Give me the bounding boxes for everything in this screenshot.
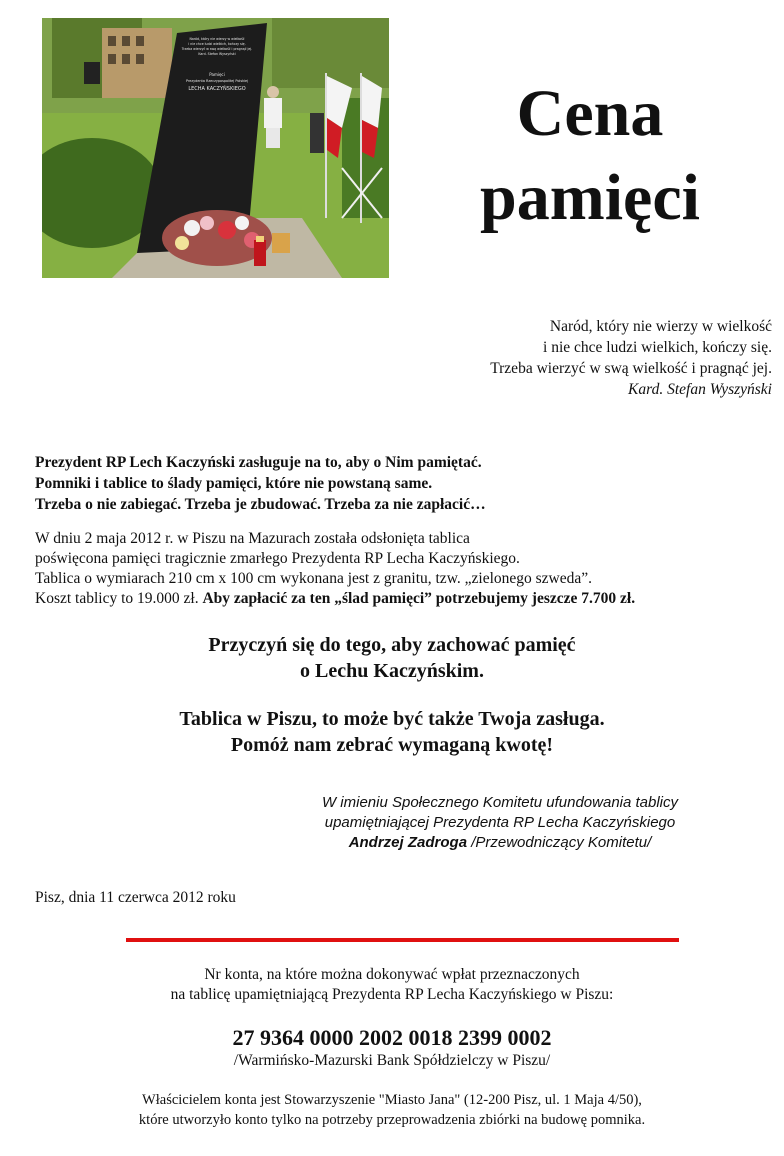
signatory-name: Andrzej Zadroga (348, 834, 468, 851)
plaque-text-1: Naród, który nie wierzy w wielkość (189, 37, 245, 41)
owner-line-1: Właścicielem konta jest Stowarzyszenie "Miasto Jana" (12-200 Pisz, ul. 1 Maja 4/50), (142, 1092, 642, 1108)
plaque-name: LECHA KACZYŃSKIEGO (188, 86, 246, 92)
plaque-subheading: Prezydenta Rzeczypospolitej Polskiej (185, 79, 249, 83)
red-divider (126, 938, 679, 942)
appeal2-line-2: Pomóż nam zebrać wymaganą kwotę! (230, 734, 554, 756)
cost-text: Koszt tablicy to 19.000 zł. (35, 590, 199, 607)
page-title (420, 72, 760, 240)
account-intro-line-1: Nr konta, na które można dokonywać wpłat przeznaczonych (204, 966, 580, 983)
quote-line-1: Naród, który nie wierzy w wielkość (549, 318, 772, 335)
body-line-2: poświęcona pamięci tragicznie zmarłego Prezydenta RP Lecha Kaczyńskiego. (35, 550, 520, 567)
owner-line-2: które utworzyło konto tylko na potrzeby przeprowadzenia zbiórki na budowę pomnika. (138, 1112, 646, 1128)
intro-paragraph (35, 452, 755, 515)
quote-line-2: i nie chce ludzi wielkich, kończy się. (543, 339, 772, 356)
account-intro-line-2: na tablicę upamiętniającą Prezydenta RP Lecha Kaczyńskiego w Piszu: (170, 986, 614, 1003)
document-date: Pisz, dnia 11 czerwca 2012 roku (35, 889, 236, 906)
appeal2-line-1: Tablica w Piszu, to może być także Twoja zasługa. (179, 708, 605, 730)
signatory-role: /Przewodniczący Komitetu/ (467, 834, 652, 851)
body-line-4 (35, 589, 765, 609)
intro-line-3: Trzeba o nie zabiegać. Trzeba je zbudować. Trzeba za nie zapłacić… (35, 496, 486, 513)
plaque-text-2: i nie chce ludzi wielkich, kończy się. (188, 42, 246, 46)
plaque-heading: Pamięci (209, 72, 225, 77)
appeal-donate (0, 706, 784, 758)
signature-line-2: upamiętniającej Prezydenta RP Lecha Kaczyńskiego (324, 814, 676, 831)
signature-line-3 (300, 833, 700, 853)
quote-line-3: Trzeba wierzyć w swą wielkość i pragnąć jej. (490, 360, 772, 377)
appeal-remember (0, 632, 784, 684)
signature-line-1: W imieniu Społecznego Komitetu ufundowania tablicy (321, 794, 679, 811)
body-paragraph (35, 529, 765, 609)
account-intro (0, 965, 784, 1005)
intro-line-1: Prezydent RP Lech Kaczyński zasługuje na to, aby o Nim pamiętać. (35, 454, 482, 471)
title-line-2: pamięci (480, 161, 700, 234)
funding-need-text: Aby zapłacić za ten „ślad pamięci” potrzebujemy jeszcze 7.700 zł. (202, 590, 636, 607)
body-line-1: W dniu 2 maja 2012 r. w Piszu na Mazurach została odsłonięta tablica (35, 530, 470, 547)
memorial-photo (42, 18, 389, 278)
bank-name: /Warmińsko-Mazurski Bank Spółdzielczy w Piszu/ (233, 1052, 551, 1069)
epigraph-quote (372, 316, 772, 400)
account-owner-note (0, 1090, 784, 1130)
appeal1-line-1: Przyczyń się do tego, aby zachować pamięć (208, 634, 576, 656)
intro-line-2: Pomniki i tablice to ślady pamięci, które nie powstaną same. (35, 475, 433, 492)
plaque-text-3: Trzeba wierzyć w swą wielkość i pragnąć jej. (181, 47, 253, 51)
plaque-text-4: Kard. Stefan Wyszyński (198, 52, 236, 56)
signature-block (300, 793, 700, 853)
memorial-photo-illustration (42, 18, 389, 278)
quote-author: Kard. Stefan Wyszyński (628, 381, 772, 398)
body-line-3: Tablica o wymiarach 210 cm x 100 cm wykonana jest z granitu, tzw. „zielonego szweda”. (35, 570, 593, 587)
bank-account-number: 27 9364 0000 2002 0018 2399 0002 (232, 1025, 552, 1050)
title-line-1: Cena (516, 77, 664, 150)
appeal1-line-2: o Lechu Kaczyńskim. (300, 660, 484, 682)
